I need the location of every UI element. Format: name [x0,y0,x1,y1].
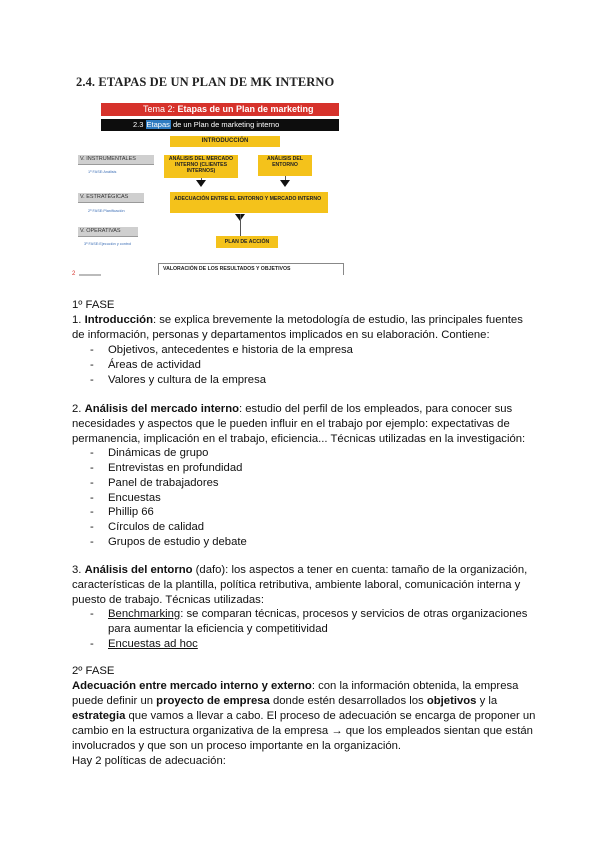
intro-number: 1. [72,314,85,326]
adecuacion-text: : con la información obtenida, la empresa [311,680,519,692]
line3-post: que vamos a llevar a cabo. El proceso de adecuación se encarga de proponer un [125,710,536,722]
line2-bold-objetivos: objetivos [426,695,477,707]
arrow-mercado [196,180,206,187]
adecuacion-line1 [72,679,518,694]
list-item-label: Dinámicas de grupo [108,447,209,459]
benchmarking-text: : se comparan técnicas, procesos y servicios de otras organizaciones [180,608,528,620]
intro-text: : se explica brevemente la metodología de estudio, las principales fuentes [152,314,523,326]
list-item-label: Encuestas [108,492,161,504]
slide-title-bold: Etapas de un Plan de marketing [177,104,314,114]
box-adecuacion: ADECUACIÓN ENTRE EL ENTORNO Y MERCADO INTERNO [170,192,328,213]
list-item-label: Grupos de estudio y debate [108,536,247,548]
slide-subtitle-prefix: 2.3 [133,120,146,129]
encuestas-link[interactable]: Encuestas ad hoc [108,638,198,650]
list-item-label: Panel de trabajadores [108,477,219,489]
tab-instrumentales: V. INSTRUMENTALES [78,155,154,165]
mercado-line2: necesidades y aspectos que le pueden influir en el trabajo por ejemplo: expectativas de [72,418,510,430]
tab-estrategicas: V. ESTRATÉGICAS [78,193,144,203]
caption-instrumentales: 1º FASE:Análisis [88,170,117,174]
arrow-entorno [280,180,290,187]
list-item-label: Áreas de actividad [108,359,201,371]
adecuacion-line5: involucrados y que son un proceso importante en la organización. [72,740,402,752]
entorno-line1 [72,563,527,578]
list-item-label: Objetivos, antecedentes e historia de la empresa [108,344,353,356]
mercado-bold: Análisis del mercado interno [84,403,239,415]
slide-subtitle-highlight: Etapas [146,120,170,129]
box-plan-accion: PLAN DE ACCIÓN [216,236,278,248]
intro-line2: de información, personas y departamentos implicados en su elaboración. Contiene: [72,329,490,341]
tab-operativas: V. OPERATIVAS [78,227,138,237]
fase2-label: 2º FASE [72,665,115,677]
intro-bold: Introducción [84,314,153,326]
entorno-bold: Análisis del entorno [84,564,193,576]
slide-title-prefix: Tema 2: [143,104,178,114]
entorno-text: (dafo): los aspectos a tener en cuenta: tamaño de la organización, [192,564,528,576]
line2-pre: puede definir un [72,695,157,707]
adecuacion-bold: Adecuación entre mercado interno y externo [72,680,312,692]
line2-mid: donde estén desarrollados los [269,695,427,707]
fase1-label: 1º FASE [72,299,115,311]
list-item-label: Phillip 66 [108,506,154,518]
benchmarking-text-line2: para aumentar la eficiencia y competitividad [108,623,328,635]
slide-number: 2 [72,271,76,277]
adecuacion-line6: Hay 2 políticas de adecuación: [72,755,226,767]
list-item-label: Entrevistas en profundidad [108,462,243,474]
mercado-text: : estudio del perfil de los empleados, para conocer sus [239,403,513,415]
list-item-label: Círculos de calidad [108,521,205,533]
adecuacion-line3 [72,709,535,724]
mercado-number: 2. [72,403,85,415]
entorno-number: 3. [72,564,85,576]
slide-title [101,103,339,116]
mercado-line3: permanencia, implicación en el trabajo, eficiencia... Técnicas utilizadas en la investigación: [72,433,526,445]
adecuacion-line2 [72,694,497,709]
connector-adecuacion [240,214,241,236]
entorno-line2: características de la plantilla, política retributiva, ambiente laboral, comunicación interna y [72,579,521,591]
line2-bold-proyecto: proyecto de empresa [156,695,270,707]
caption-operativas: 3º FASE:Ejecución y control [84,242,132,246]
box-valoracion: VALORACIÓN DE LOS RESULTADOS Y OBJETIVOS [158,263,344,275]
box-introduccion: INTRODUCCIÓN [170,136,280,147]
line2-post: y la [476,695,498,707]
list-item-label: Valores y cultura de la empresa [108,374,267,386]
caption-estrategicas: 2º FASE:Planificación [88,209,125,213]
box-analisis-entorno: ANÁLISIS DEL ENTORNO [258,155,312,176]
mercado-line1 [72,402,512,417]
slide-subtitle-suffix: de un Plan de marketing interno [170,120,280,129]
intro-line1 [72,313,523,328]
slide-footer-mark [79,274,101,276]
line3-bold-estrategia: estrategia [72,710,126,722]
slide-subtitle [101,119,339,131]
section-heading: 2.4. ETAPAS DE UN PLAN DE MK INTERNO [76,75,335,89]
box-analisis-mercado: ANÁLISIS DEL MERCADO INTERNO (CLIENTES INTERNOS) [164,155,238,178]
entorno-line3: puesto de trabajo. Técnicas utilizadas: [72,594,264,606]
adecuacion-line4: cambio en la estructura organizativa de la empresa → que los empleados sientan que están [72,725,533,737]
benchmarking-link[interactable]: Benchmarking [108,608,181,620]
plan-diagram [70,100,350,278]
